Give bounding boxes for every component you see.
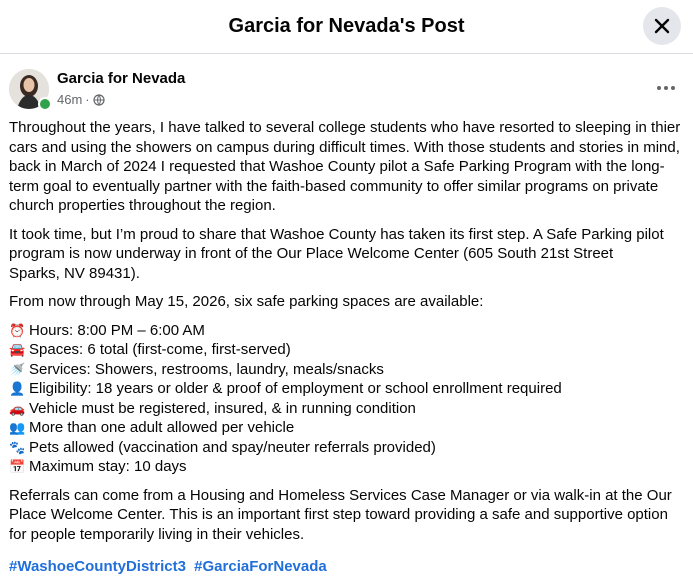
bullet-text: Maximum stay: 10 days bbox=[29, 458, 187, 475]
hashtag-row bbox=[9, 557, 685, 577]
close-icon bbox=[654, 18, 670, 34]
post-meta bbox=[57, 92, 105, 107]
bullet-text: Pets allowed (vaccination and spay/neuter referrals provided) bbox=[29, 438, 436, 456]
paw-prints-icon: 🐾 bbox=[9, 439, 26, 455]
post-paragraph: From now through May 15, 2026, six safe parking spaces are available: bbox=[9, 293, 484, 310]
bullet-item bbox=[9, 360, 685, 380]
people-icon: 👥 bbox=[9, 420, 26, 435]
close-button[interactable] bbox=[643, 7, 681, 45]
bullet-text: Services: Showers, restrooms, laundry, meals/snacks bbox=[29, 360, 384, 378]
more-options-button[interactable] bbox=[654, 78, 678, 98]
bullet-list bbox=[9, 321, 685, 477]
globe-icon bbox=[93, 94, 105, 106]
bullet-text: Spaces: 6 total (first-come, first-served) bbox=[29, 341, 291, 358]
bullet-item bbox=[9, 379, 685, 399]
car-icon: 🚘 bbox=[9, 342, 26, 357]
bullet-item bbox=[9, 457, 685, 477]
shower-icon: 🚿 bbox=[9, 361, 26, 377]
post-paragraph: Sparks, NV 89431). bbox=[9, 264, 140, 282]
dialog-title: Garcia for Nevada's Post bbox=[228, 15, 465, 37]
bullet-text: Vehicle must be registered, insured, & in running condition bbox=[29, 399, 416, 417]
bullet-text: Eligibility: 18 years or older & proof of employment or school enrollment required bbox=[29, 380, 562, 397]
bullet-item bbox=[9, 340, 685, 360]
bullet-text: Hours: 8:00 PM – 6:00 AM bbox=[29, 321, 205, 339]
post-timestamp[interactable]: 46m bbox=[57, 92, 83, 107]
bullet-item bbox=[9, 438, 685, 458]
calendar-icon: 📅 bbox=[9, 459, 26, 474]
red-car-icon: 🚗 bbox=[9, 400, 26, 416]
hashtag-link[interactable]: #GarciaForNevada bbox=[194, 558, 327, 575]
bullet-item bbox=[9, 418, 685, 438]
meta-separator: · bbox=[85, 92, 90, 107]
post-paragraph: Throughout the years, I have talked to several college students who have resorted to sleeping in thier cars and using the showers on campus during difficult times. With those students and stories in mind, back in March of 2024 I requested that Washoe County pilot a Safe Parking Program with the long-term goal to eventually partner with the faith-based community to offer similar programs on private church properties throughout the region. bbox=[9, 119, 681, 214]
post-body bbox=[9, 118, 685, 577]
bullet-item bbox=[9, 399, 685, 419]
hashtag-link[interactable]: #WashoeCountyDistrict3 bbox=[9, 558, 186, 575]
person-icon: 👤 bbox=[9, 381, 26, 396]
closing-paragraph: Referrals can come from a Housing and Homeless Services Case Manager or via walk-in at the Our Place Welcome Center. This is an important first step toward providing a safe and supportive option for people temporarily living in their vehicles. bbox=[9, 486, 672, 543]
post-paragraph: It took time, but I’m proud to share that Washoe County has taken its first step. A Safe Parking pilot program is now underway in front of the Our Place Welcome Center (605 South 21st Street bbox=[9, 225, 664, 262]
online-status-dot bbox=[38, 97, 52, 111]
post-dialog-header bbox=[0, 0, 693, 54]
alarm-clock-icon: ⏰ bbox=[9, 322, 26, 338]
more-dot bbox=[671, 86, 675, 90]
author-name[interactable]: Garcia for Nevada bbox=[57, 70, 186, 87]
more-dot bbox=[657, 86, 661, 90]
more-dot bbox=[664, 86, 668, 90]
bullet-text: More than one adult allowed per vehicle bbox=[29, 419, 295, 436]
bullet-item bbox=[9, 321, 685, 341]
